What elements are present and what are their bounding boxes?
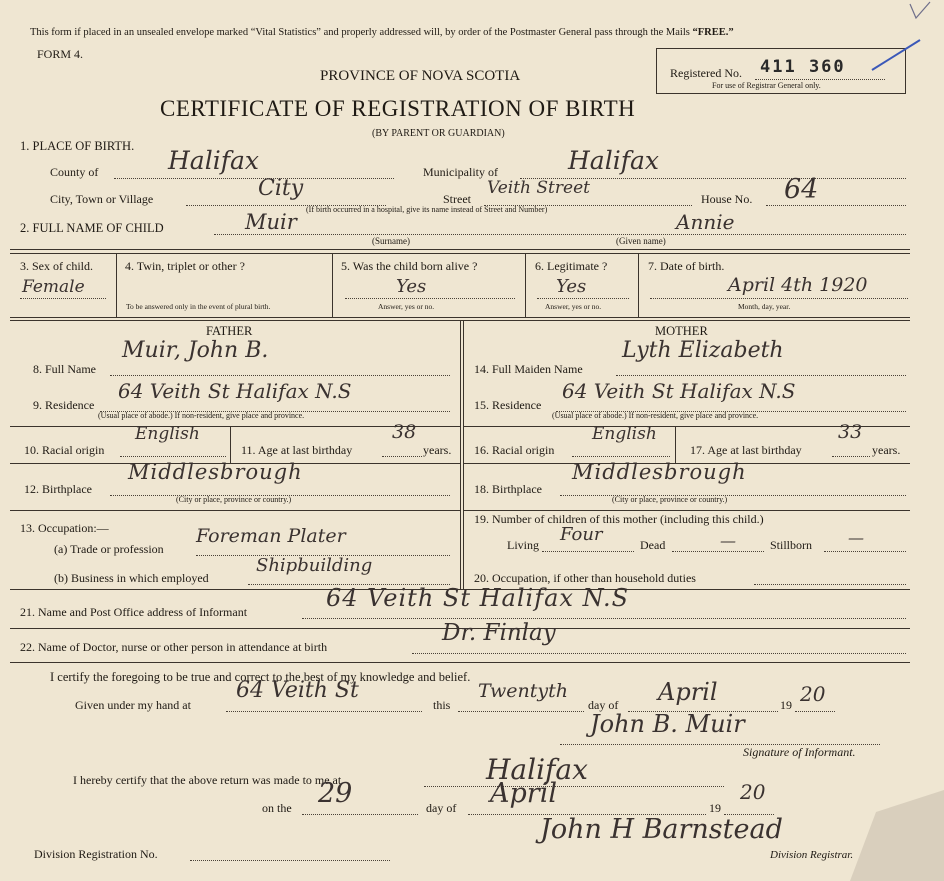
date-of-birth-line [650, 298, 908, 299]
registrar-on-label: on the [262, 801, 292, 815]
dead-value: — [720, 531, 736, 550]
year-value: 20 [800, 682, 826, 706]
mother-name-label: 14. Full Maiden Name [474, 362, 583, 376]
house-number-value: 64 [784, 174, 819, 205]
division-registration-no-label: Division Registration No. [34, 847, 158, 861]
date-of-birth-label: 7. Date of birth. [648, 259, 725, 273]
certify-text: I certify the foregoing to be true and correct to the best of my knowledge and belief. [50, 670, 471, 684]
dead-label: Dead [640, 538, 666, 552]
mother-children-label: 19. Number of children of this mother (including this child.) [474, 512, 764, 526]
mother-age-line [832, 456, 870, 457]
month-value: April [658, 678, 718, 706]
father-racial-line [120, 456, 226, 457]
alive-note: Answer, yes or no. [378, 302, 435, 311]
father-residence-note: (Usual place of abode.) If non-resident, give place and province. [98, 411, 305, 420]
division-registrar-label: Division Registrar. [770, 849, 854, 861]
date-of-birth-note: Month, day, year. [738, 302, 791, 311]
registered-number-note: For use of Registrar General only. [712, 81, 821, 90]
city-label: City, Town or Village [50, 192, 154, 206]
street-label: Street [443, 192, 471, 206]
mother-birthplace-note: (City or place, province or country.) [612, 495, 728, 504]
father-racial-value: English [135, 424, 200, 444]
municipality-label: Municipality of [423, 165, 498, 179]
stillborn-value: — [848, 528, 864, 547]
place-of-birth-label: 1. PLACE OF BIRTH. [20, 139, 135, 153]
living-line [542, 551, 634, 552]
alive-label: 5. Was the child born alive ? [341, 259, 478, 273]
mail-notice-free: “FREE.” [692, 27, 734, 38]
this-label: this [433, 698, 451, 712]
father-rule-3 [10, 510, 460, 511]
parents-divider-a [460, 321, 461, 589]
city-value: City [258, 176, 304, 201]
row3-divider-3 [525, 253, 526, 317]
father-age-line [382, 456, 422, 457]
father-age-label: 11. Age at last birthday [241, 443, 353, 457]
folded-corner-icon [850, 790, 944, 881]
mother-name-line [616, 375, 906, 376]
father-name-line [110, 375, 450, 376]
division-registration-no-line [190, 860, 390, 861]
alive-value: Yes [396, 276, 427, 297]
registrar-text: I hereby certify that the above return was made to me at [73, 773, 342, 787]
province-heading: PROVINCE OF NOVA SCOTIA [320, 68, 521, 84]
sex-value: Female [22, 277, 85, 297]
father-name-label: 8. Full Name [33, 362, 96, 376]
mother-residence-value: 64 Veith St Halifax N.S [562, 379, 796, 403]
legitimate-label: 6. Legitimate ? [535, 259, 608, 273]
rule-top-row3 [10, 249, 910, 250]
informant-line [302, 618, 906, 619]
mother-birthplace-label: 18. Birthplace [474, 482, 542, 496]
certificate-title: CERTIFICATE OF REGISTRATION OF BIRTH [160, 96, 636, 121]
mother-occupation-label: 20. Occupation, if other than household duties [474, 571, 696, 585]
business-label: (b) Business in which employed [54, 571, 209, 585]
registrar-day-line [302, 814, 418, 815]
row3-divider-1 [116, 253, 117, 317]
county-value: Halifax [168, 146, 259, 175]
father-racial-label: 10. Racial origin [24, 443, 105, 457]
mother-occupation-line [754, 584, 906, 585]
registered-number-label: Registered No. [670, 66, 742, 80]
father-birthplace-note: (City or place, province or country.) [176, 495, 292, 504]
business-value: Shipbuilding [256, 555, 373, 576]
registrar-year-value: 20 [740, 780, 766, 804]
mother-age-unit: years. [872, 443, 901, 457]
doctor-line [412, 653, 906, 654]
municipality-value: Halifax [568, 146, 659, 175]
stillborn-label: Stillborn [770, 538, 813, 552]
legitimate-value: Yes [556, 276, 587, 297]
mother-name-value: Lyth Elizabeth [622, 338, 784, 363]
county-label: County of [50, 165, 99, 179]
county-line [114, 178, 394, 179]
mother-residence-label: 15. Residence [474, 398, 542, 412]
date-of-birth-value: April 4th 1920 [728, 274, 868, 296]
surname-caption: (Surname) [372, 236, 410, 246]
dead-line [672, 551, 764, 552]
doctor-value: Dr. Finlay [442, 620, 556, 646]
father-age-unit: years. [423, 443, 452, 457]
living-label: Living [507, 538, 539, 552]
registrar-day-of-label: day of [426, 801, 457, 815]
this-value: Twentyth [478, 680, 568, 702]
mother-residence-note: (Usual place of abode.) If non-resident, give place and province. [552, 411, 759, 420]
day-of-label: day of [588, 698, 619, 712]
form-number: FORM 4. [37, 47, 84, 61]
house-number-label: House No. [701, 192, 753, 206]
mother-racial-value: English [592, 424, 657, 444]
given-value: 64 Veith St [236, 678, 359, 703]
given-name-caption: (Given name) [616, 236, 666, 246]
mail-notice-vital: “Vital Statistics” [250, 27, 321, 38]
mother-birthplace-value: Middlesbrough [572, 460, 747, 484]
stillborn-line [824, 551, 906, 552]
registrar-year-prefix: 19 [709, 801, 721, 815]
surname-value: Muir [245, 210, 297, 234]
legitimate-line [537, 298, 629, 299]
twin-label: 4. Twin, triplet or other ? [125, 259, 245, 273]
parents-divider-b [463, 321, 464, 589]
sex-line [20, 298, 106, 299]
father-age-divider [230, 426, 231, 463]
rule-doctor-bottom [10, 662, 910, 663]
twin-note: To be answered only in the event of plural birth. [126, 302, 271, 311]
child-name-label: 2. FULL NAME OF CHILD [20, 221, 164, 235]
doctor-label: 22. Name of Doctor, nurse or other person in attendance at birth [20, 640, 328, 654]
mother-age-value: 33 [838, 421, 863, 443]
informant-value: 64 Veith St Halifax N.S [326, 584, 630, 612]
registrar-place-line [424, 786, 724, 787]
father-residence-value: 64 Veith St Halifax N.S [118, 379, 352, 403]
registered-number: 411 360 [760, 57, 846, 77]
year-line [795, 711, 835, 712]
house-number-line [766, 205, 906, 206]
certificate-subtitle: (BY PARENT OR GUARDIAN) [372, 128, 505, 139]
sex-label: 3. Sex of child. [20, 259, 93, 273]
given-name-value: Annie [676, 210, 735, 234]
mother-rule-3 [464, 510, 910, 511]
given-line [226, 711, 422, 712]
rule-top-row3-b [10, 253, 910, 254]
row3-divider-2 [332, 253, 333, 317]
row3-divider-4 [638, 253, 639, 317]
registrar-month-value: April [490, 778, 557, 809]
mail-notice-text-2: and properly addressed will, by order of the Postmaster General pass through the Mails [320, 27, 693, 38]
father-occupation-label: 13. Occupation:— [20, 521, 109, 535]
check-mark-icon [910, 2, 930, 18]
registrar-place-value: Halifax [486, 753, 588, 786]
legitimate-note: Answer, yes or no. [545, 302, 602, 311]
trade-label: (a) Trade or profession [54, 542, 164, 556]
mother-header: MOTHER [655, 324, 708, 338]
mother-age-divider [675, 426, 676, 463]
rule-bottom-row3 [10, 317, 910, 318]
blue-pen-stroke-icon [872, 40, 920, 70]
street-value: Veith Street [487, 178, 590, 198]
father-header: FATHER [206, 324, 253, 338]
mother-age-label: 17. Age at last birthday [690, 443, 802, 457]
father-residence-label: 9. Residence [33, 398, 95, 412]
year-prefix: 19 [780, 698, 792, 712]
father-age-value: 38 [392, 421, 417, 443]
living-value: Four [560, 524, 603, 545]
alive-line [345, 298, 515, 299]
informant-signature-label: Signature of Informant. [743, 745, 856, 759]
child-name-line [214, 234, 906, 235]
father-name-value: Muir, John B. [122, 338, 269, 363]
mail-notice-text: This form if placed in an unsealed envelope marked [30, 27, 251, 38]
mother-racial-label: 16. Racial origin [474, 443, 555, 457]
trade-value: Foreman Plater [196, 525, 346, 547]
registrar-signature: John H Barnstead [540, 814, 783, 845]
given-label: Given under my hand at [75, 698, 191, 712]
mother-racial-line [572, 456, 670, 457]
father-birthplace-value: Middlesbrough [128, 460, 303, 484]
informant-signature: John B. Muir [590, 710, 745, 738]
registrar-day-value: 29 [318, 778, 353, 809]
this-line [458, 711, 584, 712]
hospital-note: (If birth occurred in a hospital, give its name instead of Street and Number) [306, 205, 548, 214]
informant-label: 21. Name and Post Office address of Informant [20, 605, 248, 619]
father-birthplace-label: 12. Birthplace [24, 482, 92, 496]
